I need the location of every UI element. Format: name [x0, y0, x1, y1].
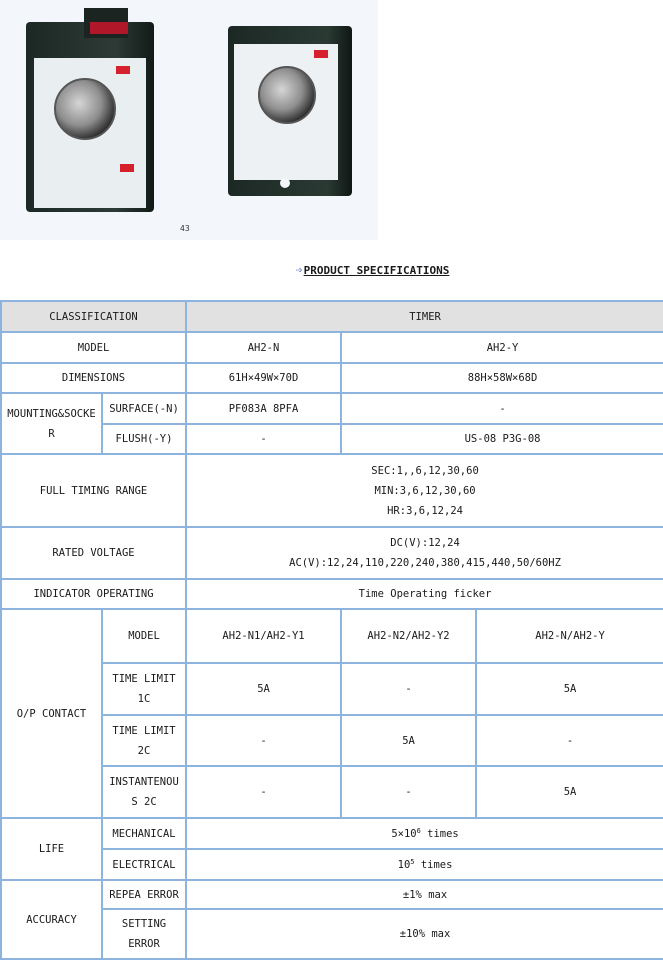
op-model-3: AH2-N/AH2-Y	[476, 609, 663, 663]
table-row	[1, 609, 663, 663]
mounting-label: MOUNTING&SOCKE R	[1, 393, 102, 454]
electrical-value: $10^5$ times	[186, 849, 663, 880]
time-limit-2c-val-3: -	[476, 715, 663, 766]
repea-error-value: ±1% max	[186, 880, 663, 909]
indicator-led	[314, 50, 328, 58]
model-n: AH2-N	[186, 332, 341, 363]
specifications-table	[0, 300, 663, 960]
dimensions-n: 61H×49W×70D	[186, 363, 341, 393]
dimensions-y: 88H×58W×68D	[341, 363, 663, 393]
table-row	[1, 454, 663, 527]
rated-voltage-ac: AC(V):12,24,110,220,240,380,415,440,50/60HZ	[289, 557, 561, 569]
table-row	[1, 880, 663, 909]
section-heading	[296, 264, 449, 277]
dimensions-label: DIMENSIONS	[1, 363, 186, 393]
op-contact-label: O/P CONTACT	[1, 609, 102, 818]
flush-label: FLUSH(-Y)	[102, 424, 186, 454]
surface-label: SURFACE(-N)	[102, 393, 186, 424]
table-row	[1, 818, 663, 849]
op-model-1: AH2-N1/AH2-Y1	[186, 609, 341, 663]
time-limit-1c-val-1: 5A	[186, 663, 341, 715]
flush-n: -	[186, 424, 341, 454]
classification-value: TIMER	[186, 301, 663, 332]
timing-range-values	[186, 454, 663, 527]
instantaneous-2c-val-2: -	[341, 766, 476, 818]
setting-error-label: SETTING ERROR	[102, 909, 186, 959]
table-row	[1, 527, 663, 579]
setting-error-value: ±10% max	[186, 909, 663, 959]
table-row	[1, 332, 663, 363]
timer-dial-knob	[258, 66, 316, 124]
indicator-value: Time Operating ficker	[186, 579, 663, 609]
table-row	[1, 579, 663, 609]
arrow-icon: ➩	[296, 264, 303, 277]
timer-ah2-y-image	[228, 26, 352, 196]
electrical-label: ELECTRICAL	[102, 849, 186, 880]
surface-n: PF083A 8PFA	[186, 393, 341, 424]
mechanical-label: MECHANICAL	[102, 818, 186, 849]
op-model-2: AH2-N2/AH2-Y2	[341, 609, 476, 663]
mounting-hole	[280, 178, 290, 188]
mechanical-value: $5\times 10^6$ times	[186, 818, 663, 849]
rated-voltage-dc: DC(V):12,24	[390, 537, 460, 549]
rated-voltage-values	[186, 527, 663, 579]
model-label: MODEL	[1, 332, 186, 363]
instantaneous-2c-label: INSTANTENOU S 2C	[102, 766, 186, 818]
timer-faceplate	[34, 58, 146, 208]
indicator-led	[120, 164, 134, 172]
instantaneous-2c-val-3: 5A	[476, 766, 663, 818]
model-y: AH2-Y	[341, 332, 663, 363]
time-limit-2c-val-2: 5A	[341, 715, 476, 766]
timing-range-sec: SEC:1,,6,12,30,60	[371, 464, 479, 477]
life-label: LIFE	[1, 818, 102, 880]
timing-range-label: FULL TIMING RANGE	[1, 454, 186, 527]
timer-ah2-n-image	[26, 22, 154, 212]
timing-range-min: MIN:3,6,12,30,60	[374, 484, 476, 497]
indicator-led	[116, 66, 130, 74]
timer-top-bracket	[84, 8, 128, 38]
flush-y: US-08 P3G-08	[341, 424, 663, 454]
table-row	[1, 301, 663, 332]
photo-caption: 43	[180, 224, 190, 233]
op-model-label: MODEL	[102, 609, 186, 663]
accuracy-label: ACCURACY	[1, 880, 102, 959]
product-photo	[0, 0, 378, 240]
table-row	[1, 363, 663, 393]
time-limit-1c-val-2: -	[341, 663, 476, 715]
time-limit-2c-label: TIME LIMIT 2C	[102, 715, 186, 766]
time-limit-1c-val-3: 5A	[476, 663, 663, 715]
indicator-label: INDICATOR OPERATING	[1, 579, 186, 609]
surface-y: -	[341, 393, 663, 424]
rated-voltage-label: RATED VOLTAGE	[1, 527, 186, 579]
heading-title: PRODUCT SPECIFICATIONS	[303, 264, 450, 277]
repea-error-label: REPEA ERROR	[102, 880, 186, 909]
instantaneous-2c-val-1: -	[186, 766, 341, 818]
time-limit-1c-label: TIME LIMIT 1C	[102, 663, 186, 715]
timing-range-hr: HR:3,6,12,24	[387, 504, 463, 517]
table-row	[1, 393, 663, 424]
time-limit-2c-val-1: -	[186, 715, 341, 766]
timer-dial-knob	[54, 78, 116, 140]
timer-faceplate	[234, 44, 338, 180]
classification-label: CLASSIFICATION	[1, 301, 186, 332]
